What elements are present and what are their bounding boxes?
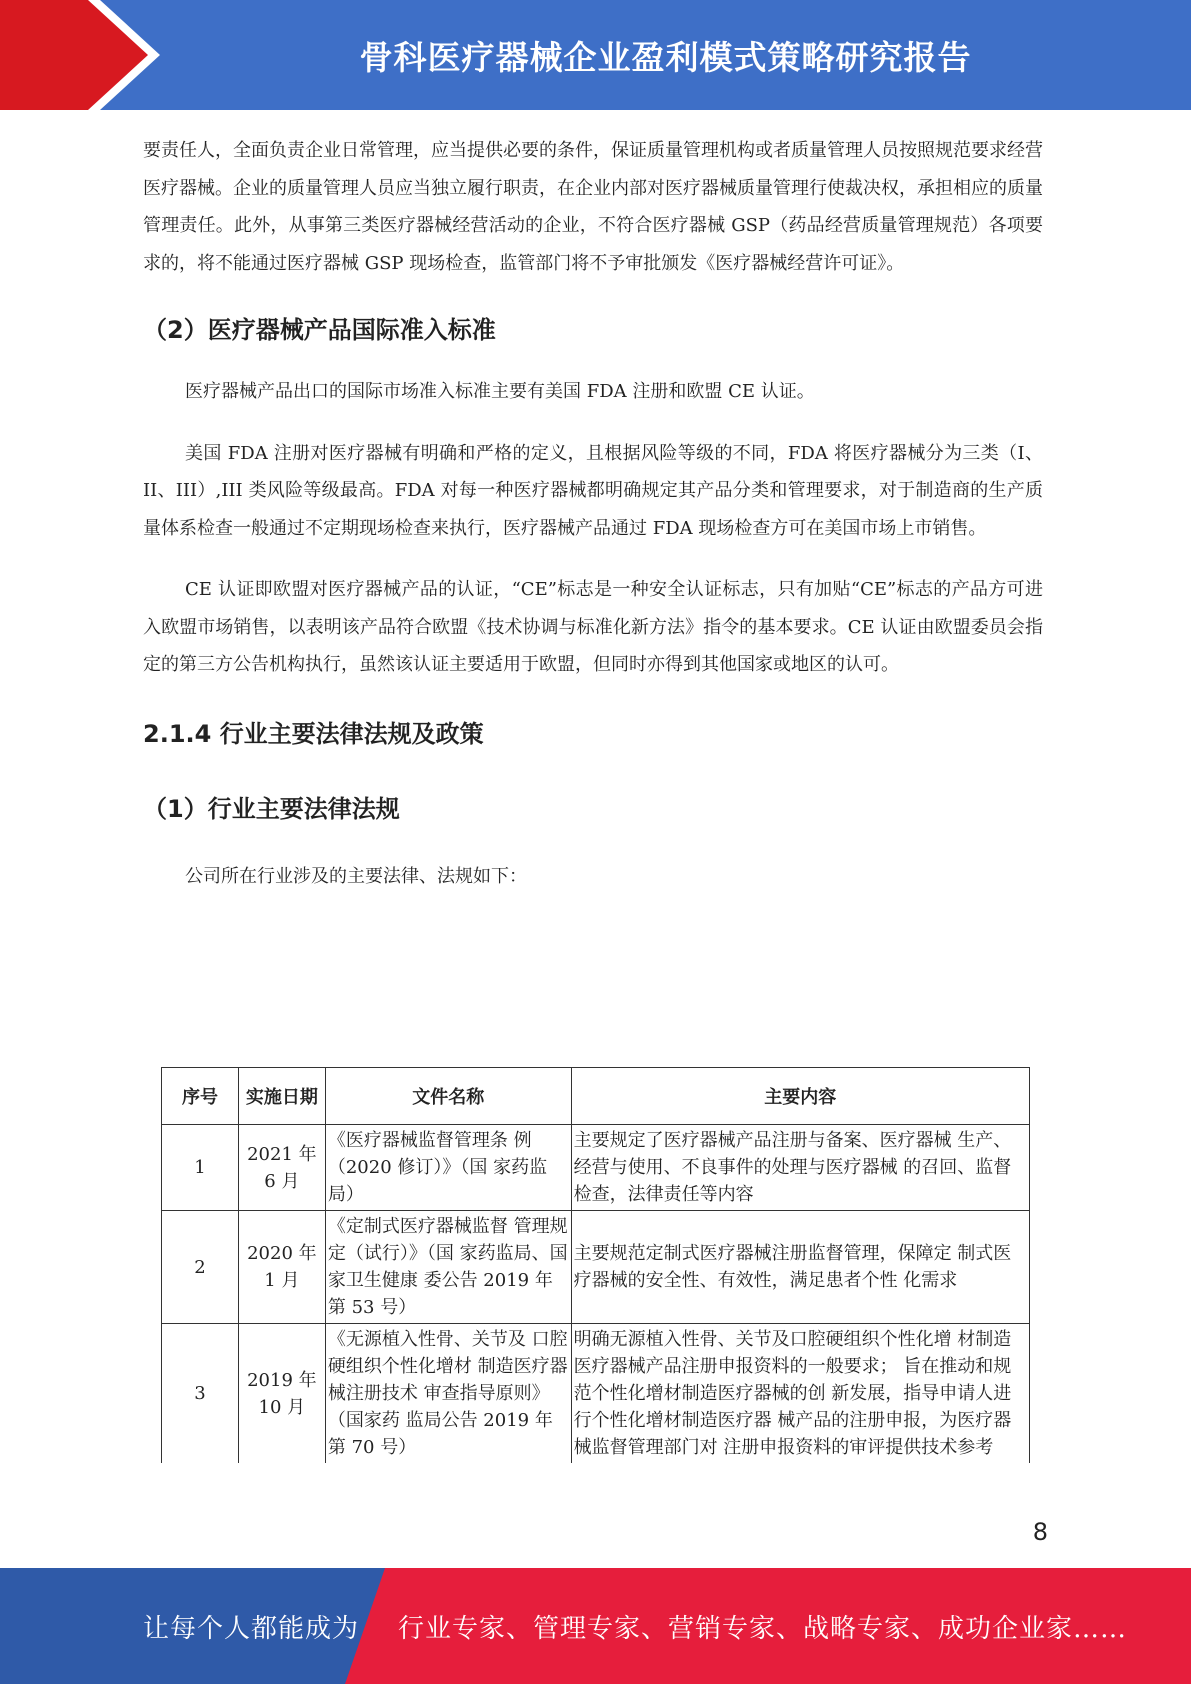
header-name: 文件名称 [325, 1068, 571, 1125]
cell-name: 《医疗器械监督管理条 例（2020 修订）》（国 家药监局） [325, 1125, 571, 1211]
footer-slogan-left: 让每个人都能成为 [143, 1613, 360, 1644]
cell-date: 2020 年 1 月 [238, 1211, 325, 1324]
report-title: 骨科医疗器械企业盈利模式策略研究报告 [359, 37, 972, 77]
section-heading: 2.1.4 行业主要法律法规及政策 [143, 719, 484, 748]
heading-laws: （1）行业主要法律法规 [143, 794, 400, 823]
table-row [162, 1324, 1030, 1464]
header-content: 主要内容 [571, 1068, 1029, 1125]
cell-date: 2021 年 6 月 [238, 1125, 325, 1211]
paragraph-quality-management: 要责任人，全面负责企业日常管理，应当提供必要的条件，保证质量管理机构或者质量管理人员按照规范要求经营医疗器械。企业的质量管理人员应当独立履行职责，在企业内部对医疗器械质量管理行使裁决权，承担相应的质量管理责任。此外，从事第三类医疗器械经营活动的企业，不符合医疗器械 GSP（药品经营质量管理规范）各项要求的，将不能通过医疗器械 GSP 现场检查，监管部门将不予审批颁发《医疗器械经营许可证》。 [143, 140, 1043, 274]
cell-content: 主要规定了医疗器械产品注册与备案、医疗器械 生产、经营与使用、不良事件的处理与医疗器械 的召回、监督检查，法律责任等内容 [571, 1125, 1029, 1211]
table-row [162, 1125, 1030, 1211]
cell-content: 明确无源植入性骨、关节及口腔硬组织个性化增 材制造医疗器械产品注册申报资料的一般要求； 旨在推动和规范个性化增材制造医疗器械的创 新发展，指导申请人进行个性化增材制造医疗器 械产品的注册申报，为医疗器械监督管理部门对 注册申报资料的审评提供技术参考 [571, 1324, 1029, 1464]
cell-date: 2019 年 10 月 [238, 1324, 325, 1464]
paragraph-export-standards: 医疗器械产品出口的国际市场准入标准主要有美国 FDA 注册和欧盟 CE 认证。 [185, 381, 815, 402]
cell-no: 1 [162, 1125, 239, 1211]
cell-name: 《定制式医疗器械监督 管理规定（试行）》（国 家药监局、国家卫生健康 委公告 2019 年第 53 号） [325, 1211, 571, 1324]
page-footer [0, 1568, 1191, 1684]
cell-no: 3 [162, 1324, 239, 1464]
table-row [162, 1211, 1030, 1324]
paragraph-ce: CE 认证即欧盟对医疗器械产品的认证，“CE”标志是一种安全认证标志，只有加贴“CE”标志的产品方可进入欧盟市场销售，以表明该产品符合欧盟《技术协调与标准化新方法》指令的基本要求。CE 认证由欧盟委员会指定的第三方公告机构执行，虽然该认证主要适用于欧盟，但同时亦得到其他国家或地区的认可。 [143, 579, 1043, 675]
paragraph-fda: 美国 FDA 注册对医疗器械有明确和严格的定义，且根据风险等级的不同，FDA 将医疗器械分为三类（I、II、III）,III 类风险等级最高。FDA 对每一种医疗器械都明确规定其产品分类和管理要求，对于制造商的生产质量体系检查一般通过不定期现场检查来执行，医疗器械产品通过 FDA 现场检查方可在美国市场上市销售。 [143, 442, 1043, 539]
table-header-row [162, 1068, 1030, 1125]
laws-table [161, 1067, 1030, 1463]
cell-content: 主要规范定制式医疗器械注册监督管理，保障定 制式医疗器械的安全性、有效性，满足患者个性 化需求 [571, 1211, 1029, 1324]
header-no: 序号 [162, 1068, 239, 1125]
paragraph-laws-intro: 公司所在行业涉及的主要法律、法规如下： [185, 865, 527, 887]
footer-slogan-right: 行业专家、管理专家、营销专家、战略专家、成功企业家…… [398, 1613, 1128, 1644]
cell-name: 《无源植入性骨、关节及 口腔硬组织个性化增材 制造医疗器械注册技术 审查指导原则》（国家药 监局公告 2019 年第 70 号） [325, 1324, 571, 1464]
cell-no: 2 [162, 1211, 239, 1324]
page-number: 8 [1032, 1518, 1048, 1546]
header-date: 实施日期 [238, 1068, 325, 1125]
document-body [143, 132, 1043, 895]
page-header [0, 0, 1191, 110]
heading-international-standards: （2）医疗器械产品国际准入标准 [143, 316, 496, 344]
